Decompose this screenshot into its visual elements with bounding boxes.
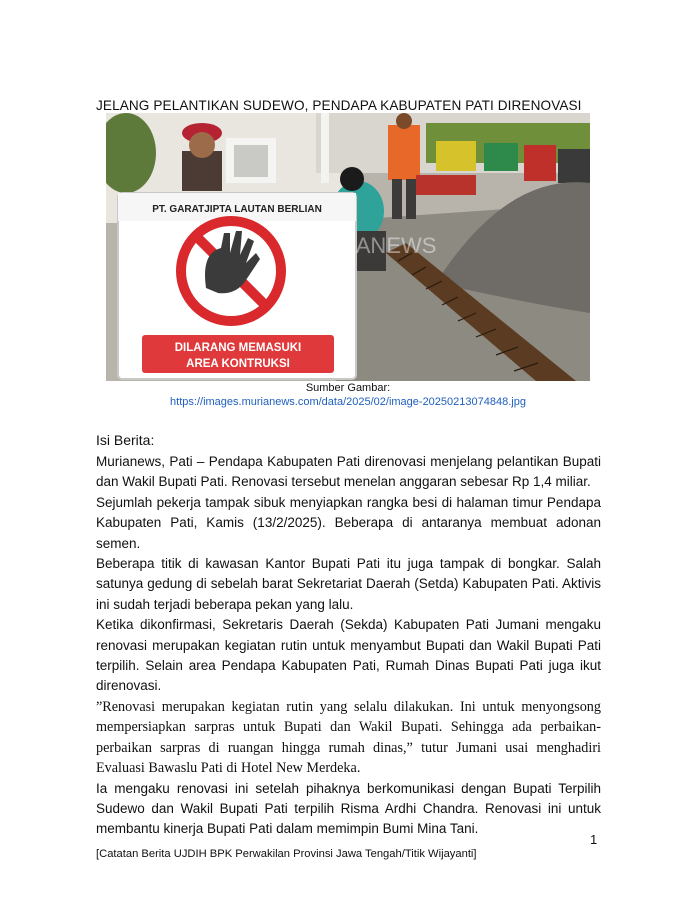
article-photo (106, 113, 590, 381)
image-source-link[interactable]: https://images.murianews.com/data/2025/02/image-20250213074848.jpg (170, 396, 526, 408)
sign-company-text: PT. GARATJIPTA LAUTAN BERLIAN (152, 204, 322, 215)
paragraph: Ketika dikonfirmasi, Sekretaris Daerah (Sekda) Kabupaten Pati Jumani mengaku renovasi merupakan kegiatan rutin untuk menyambut Bupati dan Wakil Bupati Pati terpilih. Selain area Pendapa Kabupaten Pati, Rumah Dinas Bupati Pati juga ikut direnovasi. (96, 617, 601, 694)
isi-berita-label: Isi Berita: (96, 432, 155, 448)
sign-warning-line1: DILARANG MEMASUKI (174, 342, 302, 354)
article-title: JELANG PELANTIKAN SUDEWO, PENDAPA KABUPATEN PATI DIRENOVASI (96, 98, 582, 113)
paragraph: Beberapa titik di kawasan Kantor Bupati Pati itu juga tampak di bongkar. Salah satunya gedung di sebelah barat Sekretariat Daerah (Setda) Kabupaten Pati. Aktivis ini sudah terjadi beberapa pekan yang lalu. (96, 556, 601, 612)
quote-paragraph: ”Renovasi merupakan kegiatan rutin yang selalu dilakukan. Ini untuk menyongsong mempersiapkan sarpras untuk Bupati dan Wakil Bupati. Sehingga ada perbaikan-perbaikan sarpras di ruangan hingga rumah dinas,” tutur Jumani usai menghadiri Evaluasi Bawaslu Pati di Hotel New Merdeka. (96, 698, 601, 777)
page-number: 1 (590, 832, 598, 847)
paragraph: Murianews, Pati – Pendapa Kabupaten Pati direnovasi menjelang pelantikan Bupati dan Wakil Bupati Pati. Renovasi tersebut menelan anggaran sebesar Rp 1,4 miliar. (96, 454, 601, 490)
paragraph: Sejumlah pekerja tampak sibuk menyiapkan rangka besi di halaman timur Pendapa Kabupaten Pati, Kamis (13/2/2025). Beberapa di antaranya membuat adonan semen. (96, 494, 601, 551)
page-footer: [Catatan Berita UJDIH BPK Perwakilan Provinsi Jawa Tengah/Titik Wijayanti] (96, 848, 477, 860)
article-body (96, 452, 601, 840)
photo-watermark: MURIANEWS (299, 233, 437, 258)
paragraph: Ia mengaku renovasi ini setelah pihaknya berkomunikasi dengan Bupati Terpilih Sudewo dan Wakil Bupati Pati terpilih Risma Ardhi Chandra. Renovasi ini untuk membantu kinerja Bupati Pati dalam memimpin Bumi Mina Tani. (96, 780, 601, 837)
sign-warning-line2: AREA KONTRUKSI (186, 358, 290, 370)
image-caption-label: Sumber Gambar: (305, 382, 391, 394)
